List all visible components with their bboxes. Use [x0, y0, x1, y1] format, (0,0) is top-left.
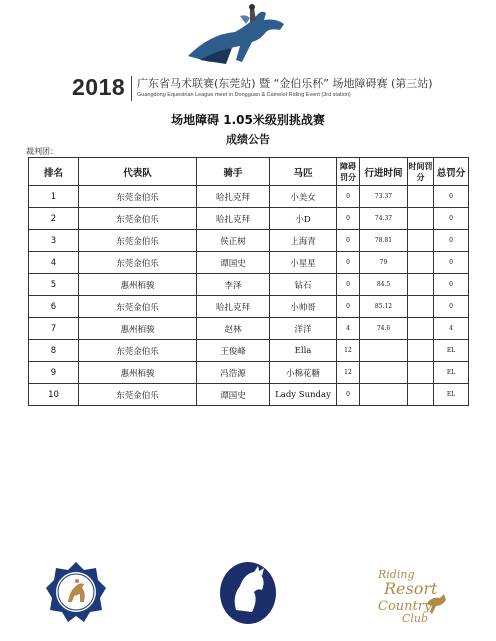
cell-horse: 小美女	[270, 186, 337, 208]
cell-rank: 10	[29, 384, 79, 406]
table-row	[29, 230, 469, 252]
table-header-row	[29, 158, 469, 186]
svg-text:Riding: Riding	[378, 568, 415, 581]
cell-time-penalty	[408, 340, 434, 362]
header-rank: 排名	[29, 158, 79, 186]
cell-total-penalty: 0	[434, 230, 469, 252]
cell-time: 84.5	[360, 274, 408, 296]
table-row	[29, 384, 469, 406]
cell-total-penalty: 0	[434, 186, 469, 208]
cell-team: 惠州栢骏	[79, 362, 197, 384]
cell-rank: 6	[29, 296, 79, 318]
cell-team: 东莞金伯乐	[79, 252, 197, 274]
cell-time-penalty	[408, 318, 434, 340]
cell-time-penalty	[408, 252, 434, 274]
cell-total-penalty: 4	[434, 318, 469, 340]
cell-obstacle-penalty: 0	[337, 296, 360, 318]
cell-obstacle-penalty: 0	[337, 208, 360, 230]
cell-total-penalty: 0	[434, 252, 469, 274]
results-table	[28, 157, 469, 406]
cell-time-penalty	[408, 384, 434, 406]
cell-horse: 洋洋	[270, 318, 337, 340]
cell-rider: 哈扎克拜	[197, 208, 270, 230]
cell-time	[360, 340, 408, 362]
cell-time-penalty	[408, 274, 434, 296]
table-row	[29, 252, 469, 274]
cell-time: 74.6	[360, 318, 408, 340]
header-horse: 马匹	[270, 158, 337, 186]
cell-time-penalty	[408, 296, 434, 318]
cell-obstacle-penalty: 4	[337, 318, 360, 340]
cell-horse: 钻石	[270, 274, 337, 296]
cell-rider: 侯正树	[197, 230, 270, 252]
header	[0, 70, 496, 110]
cell-horse: Ella	[270, 340, 337, 362]
cell-time-penalty	[408, 230, 434, 252]
header-total-penalty: 总罚分	[434, 158, 469, 186]
cell-time-penalty	[408, 362, 434, 384]
cell-rank: 4	[29, 252, 79, 274]
cell-total-penalty: 0	[434, 274, 469, 296]
cell-total-penalty: EL	[434, 384, 469, 406]
cell-rank: 8	[29, 340, 79, 362]
cell-horse: 小帅哥	[270, 296, 337, 318]
cell-time-penalty	[408, 208, 434, 230]
cell-team: 东莞金伯乐	[79, 340, 197, 362]
header-time-penalty: 时间罚分	[408, 158, 434, 186]
cell-rank: 1	[29, 186, 79, 208]
cell-rider: 赵林	[197, 318, 270, 340]
results-subtitle: 成绩公告	[226, 133, 270, 146]
svg-text:Club: Club	[402, 612, 429, 625]
judges-label: 裁判团：	[26, 147, 58, 156]
cell-rank: 7	[29, 318, 79, 340]
header-obstacle-penalty: 障碍罚分	[337, 158, 360, 186]
equestrian-jumping-logo	[180, 4, 300, 74]
table-row	[29, 208, 469, 230]
cell-horse: 小棉花糖	[270, 362, 337, 384]
cell-rider: 冯浩源	[197, 362, 270, 384]
cell-horse: Lady Sunday	[270, 384, 337, 406]
cell-team: 东莞金伯乐	[79, 296, 197, 318]
cell-total-penalty: EL	[434, 340, 469, 362]
cell-rider: 谭国史	[197, 252, 270, 274]
cell-horse: 小D	[270, 208, 337, 230]
cell-obstacle-penalty: 0	[337, 274, 360, 296]
cell-obstacle-penalty: 12	[337, 362, 360, 384]
cell-time	[360, 384, 408, 406]
event-title: 场地障碍 1.05米级别挑战赛	[171, 113, 325, 127]
cell-obstacle-penalty: 0	[337, 230, 360, 252]
cell-rider: 李泽	[197, 274, 270, 296]
country-club-logo	[372, 560, 452, 626]
cell-rider: 王俊峰	[197, 340, 270, 362]
table-row	[29, 296, 469, 318]
cell-time-penalty	[408, 186, 434, 208]
svg-text:Resort: Resort	[384, 579, 438, 598]
cell-rank: 9	[29, 362, 79, 384]
cell-team: 惠州栢骏	[79, 318, 197, 340]
horse-head-emblem-logo	[218, 560, 278, 626]
cell-obstacle-penalty: 12	[337, 340, 360, 362]
cell-team: 东莞金伯乐	[79, 186, 197, 208]
cell-team: 东莞金伯乐	[79, 230, 197, 252]
cell-obstacle-penalty: 0	[337, 186, 360, 208]
header-year: 2018	[72, 74, 126, 100]
cell-team: 惠州栢骏	[79, 274, 197, 296]
cell-horse: 上海青	[270, 230, 337, 252]
header-title-cn: 广东省马术联赛(东莞站) 暨 “金伯乐杯” 场地障碍赛 (第三站)	[137, 77, 433, 90]
cell-total-penalty: 0	[434, 296, 469, 318]
table-row	[29, 340, 469, 362]
header-divider	[131, 76, 132, 101]
header-title-en: Guangdong Equestrian League meet in Dongguan & Camelot Riding Event (3rd station)	[137, 92, 351, 98]
cell-rider: 谭国史	[197, 384, 270, 406]
cell-rank: 2	[29, 208, 79, 230]
cell-time: 73.37	[360, 186, 408, 208]
cell-rank: 3	[29, 230, 79, 252]
cell-time: 74.37	[360, 208, 408, 230]
table-row	[29, 362, 469, 384]
cell-team: 东莞金伯乐	[79, 384, 197, 406]
cell-time	[360, 362, 408, 384]
cell-rider: 哈扎克拜	[197, 186, 270, 208]
cell-obstacle-penalty: 0	[337, 252, 360, 274]
cell-horse: 小星星	[270, 252, 337, 274]
association-seal-logo	[44, 560, 108, 624]
table-row	[29, 274, 469, 296]
header-team: 代表队	[79, 158, 197, 186]
cell-total-penalty: 0	[434, 208, 469, 230]
cell-team: 东莞金伯乐	[79, 208, 197, 230]
svg-text:Country: Country	[378, 599, 432, 614]
header-time: 行进时间	[360, 158, 408, 186]
header-rider: 骑手	[197, 158, 270, 186]
table-row	[29, 186, 469, 208]
cell-time: 78.81	[360, 230, 408, 252]
cell-total-penalty: EL	[434, 362, 469, 384]
table-row	[29, 318, 469, 340]
cell-rider: 哈扎克拜	[197, 296, 270, 318]
cell-time: 79	[360, 252, 408, 274]
cell-rank: 5	[29, 274, 79, 296]
cell-time: 85.12	[360, 296, 408, 318]
cell-obstacle-penalty: 0	[337, 384, 360, 406]
